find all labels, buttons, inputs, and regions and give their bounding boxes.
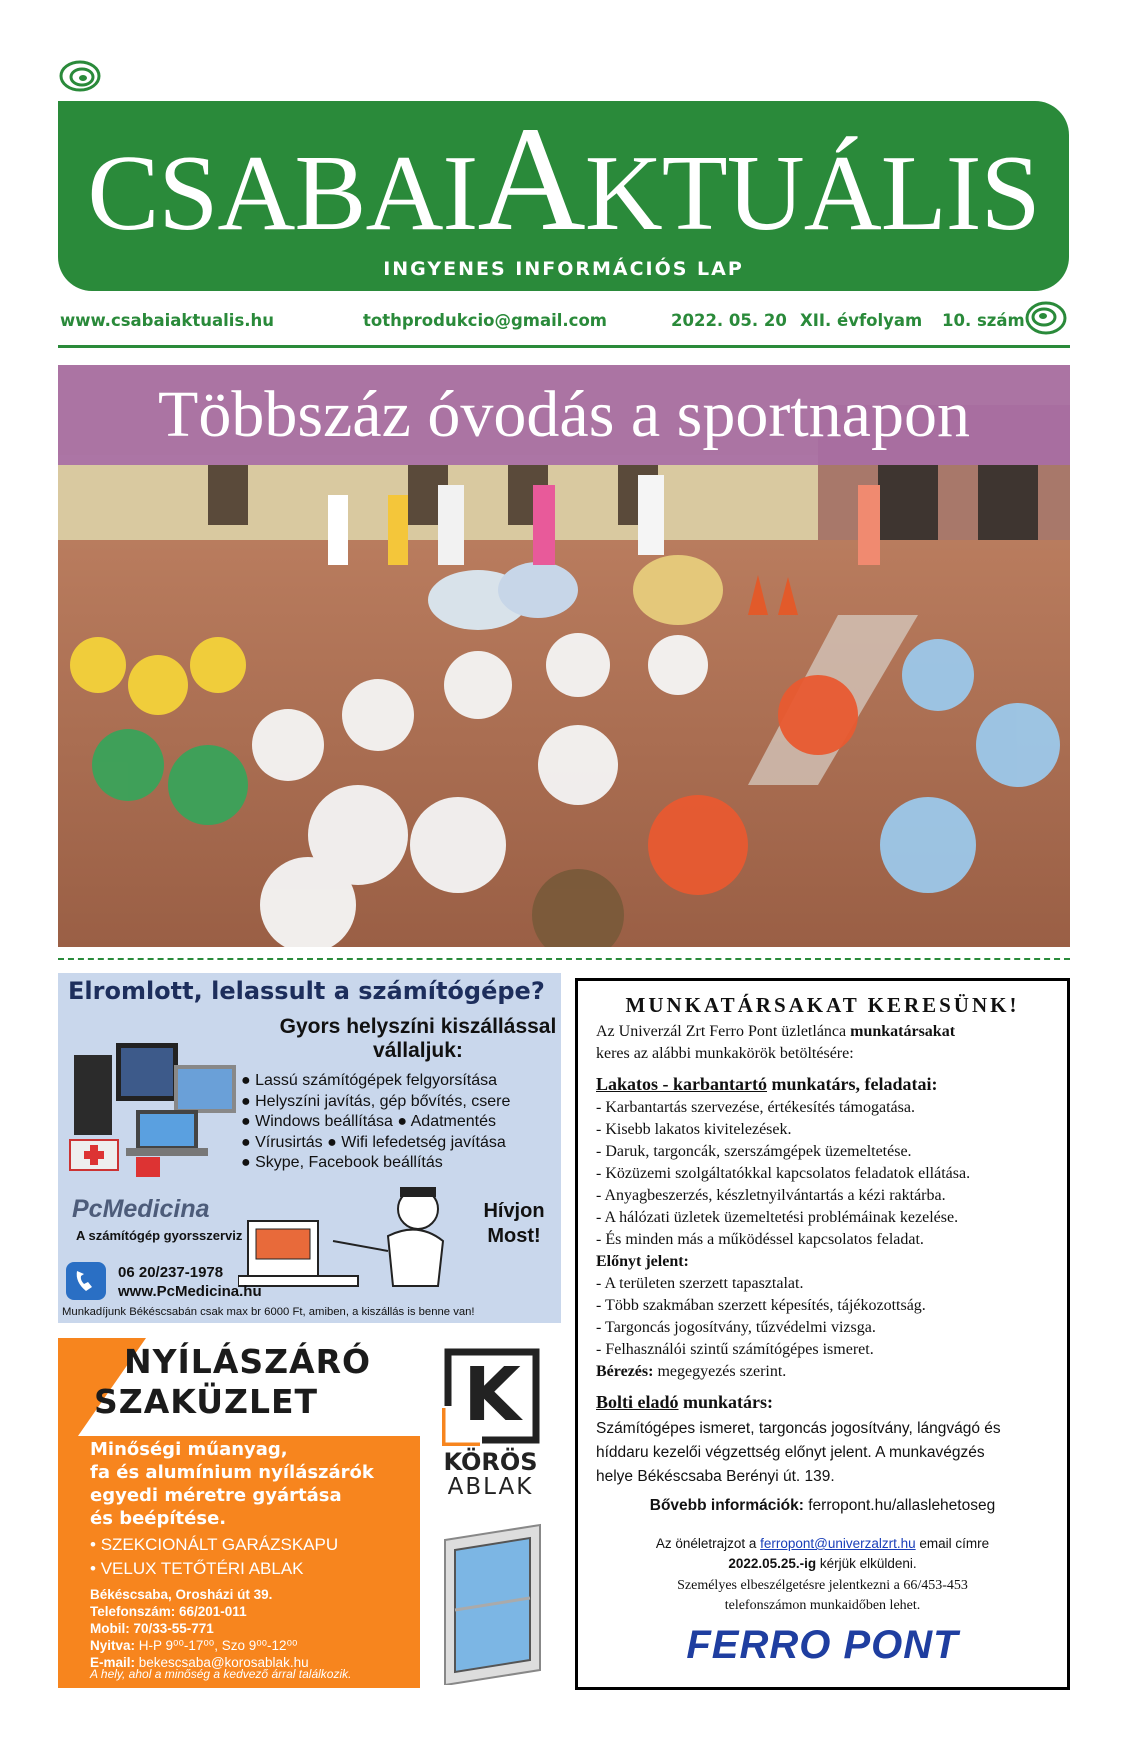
technician-illustration bbox=[238, 1181, 468, 1291]
ablak-contact: Békéscsaba, Orosházi út 39. Telefonszám: 66/201-011 Mobil: 70/33-55-771 Nyitva: H-P 9⁰⁰-17⁰⁰, Szo 9⁰⁰-12⁰⁰ E-mail: bekescsaba@korosablak.hu bbox=[90, 1587, 309, 1670]
jobs-duty-item: - A hálózati üzletek üzemeltetési problémáinak kezelése. bbox=[596, 1209, 959, 1226]
jobs-section1-list bbox=[596, 1097, 970, 1383]
ablak-phone[interactable]: Telefonszám: 66/201-011 bbox=[90, 1604, 247, 1619]
swirl-logo-top bbox=[58, 56, 102, 96]
pcad-service-item: ● Vírusirtás ● Wifi lefedetség javítása bbox=[241, 1133, 510, 1154]
pcad-service-item: ● Helyszíni javítás, gép bővítés, csere bbox=[241, 1092, 510, 1113]
pcad-web[interactable]: www.PcMedicina.hu bbox=[118, 1283, 262, 1300]
ablak-logo-word1: KÖRÖS bbox=[443, 1448, 538, 1476]
jobs-advantage-item: - A területen szerzett tapasztalat. bbox=[596, 1275, 804, 1292]
jobs-interview-info: Személyes elbeszélgetésre jelentkezni a 66/453-453 telefonszámon munkaidőben lehet. bbox=[677, 1578, 968, 1613]
pcad-phone[interactable]: 06 20/237-1978 bbox=[118, 1264, 224, 1281]
pcad-service-item: ● Lassú számítógépek felgyorsítása bbox=[241, 1071, 510, 1092]
ablak-bullets: • SZEKCIONÁLT GARÁZSKAPU • VELUX TETŐTÉRI ABLAK bbox=[90, 1535, 339, 1578]
hero-photo bbox=[58, 365, 1070, 947]
jobs-cv-instructions: Az önéletrajzot a ferropont@univerzalzrt.hu email címre 2022.05.25.-ig kérjük elküldeni. bbox=[655, 1536, 990, 1571]
hero-headline-band bbox=[58, 365, 1070, 465]
jobs-duty-item: - Karbantartás szervezése, értékesítés támogatása. bbox=[596, 1099, 915, 1116]
jobs-advantage-title: Előnyt jelent: bbox=[596, 1253, 689, 1270]
computer-illustration bbox=[66, 1035, 238, 1185]
jobs-intro: Az Univerzál Zrt Ferro Pont üzletlánca munkatársakat keres az alábbi munkakörök betöltésére: bbox=[596, 1023, 956, 1062]
pcad-service-list bbox=[241, 1071, 510, 1174]
jobs-advantage-item: - Targoncás jogosítvány, tűzvédelmi vizsga. bbox=[596, 1319, 876, 1336]
jobs-advantage-item: - Felhasználói szintű számítógépes ismeret. bbox=[596, 1341, 874, 1358]
window-frame-illustration bbox=[430, 1520, 555, 1685]
jobs-more-info: Bővebb információk: ferropont.hu/allaslehetoseg bbox=[649, 1497, 996, 1514]
jobs-section1-title: Lakatos - karbantartó munkatárs, feladatai: bbox=[596, 1074, 938, 1094]
issue-volume: XII. évfolyam bbox=[800, 311, 923, 330]
swirl-logo-right bbox=[1024, 298, 1068, 338]
koros-ablak-logo: K bbox=[442, 1346, 542, 1446]
job-listing-box bbox=[575, 978, 1070, 1690]
ablak-hours: H-P 9⁰⁰-17⁰⁰, Szo 9⁰⁰-12⁰⁰ bbox=[138, 1638, 298, 1653]
issue-date: 2022. 05. 20 bbox=[671, 311, 787, 330]
pcad-subtitle: Gyors helyszíni kiszállással vállaljuk: bbox=[279, 1015, 557, 1062]
jobs-duty-item: - És minden más a működéssel kapcsolatos feladat. bbox=[596, 1231, 924, 1248]
jobs-salary: Bérezés: megegyezés szerint. bbox=[596, 1363, 787, 1380]
jobs-section2-title: Bolti eladó munkatárs: bbox=[596, 1392, 774, 1412]
jobs-cv-email[interactable]: ferropont@univerzalzrt.hu bbox=[760, 1536, 916, 1551]
pcad-service-item: ● Skype, Facebook beállítás bbox=[241, 1153, 510, 1174]
issue-number: 10. szám bbox=[942, 311, 1025, 330]
issue-info-bar bbox=[58, 311, 1068, 337]
masthead-banner bbox=[58, 96, 1069, 291]
pcmedicina-ad[interactable] bbox=[58, 973, 561, 1323]
ablak-email[interactable]: bekescsaba@korosablak.hu bbox=[138, 1655, 309, 1670]
jobs-duty-item: - Anyagbeszerzés, készletnyilvántartás a kézi raktárba. bbox=[596, 1187, 946, 1204]
email-link[interactable]: tothprodukcio@gmail.com bbox=[363, 311, 607, 330]
jobs-duty-item: - Közüzemi szolgáltatókkal kapcsolatos feladatok ellátása. bbox=[596, 1165, 971, 1182]
ablak-address: Békéscsaba, Orosházi út 39. bbox=[90, 1587, 273, 1602]
jobs-heading: MUNKATÁRSAKAT KERESÜNK! bbox=[625, 993, 1020, 1017]
pcad-contact[interactable] bbox=[118, 1263, 262, 1301]
jobs-duty-item: - Kisebb lakatos kivitelezések. bbox=[596, 1121, 792, 1138]
ablak-logo-word2: ABLAK bbox=[447, 1474, 534, 1500]
pcad-service-item: ● Windows beállítása ● Adatmentés bbox=[241, 1112, 510, 1133]
masthead-subtitle: INGYENES INFORMÁCIÓS LAP bbox=[383, 258, 744, 280]
pcad-title: Elromlott, lelassult a számítógépe? bbox=[68, 977, 545, 1005]
pcad-call-to-action: Hívjon Most! bbox=[483, 1200, 545, 1247]
ablak-description: Minőségi műanyag, fa és alumínium nyílászárók egyedi méretre gyártása és beépítése. bbox=[90, 1439, 374, 1529]
section-divider bbox=[58, 958, 1070, 960]
pcad-brand-sub: A számítógép gyorsszerviz bbox=[76, 1228, 243, 1243]
pcad-brand: PcMedicina bbox=[72, 1195, 210, 1223]
website-link[interactable]: www.csabaiaktualis.hu bbox=[60, 311, 275, 330]
ablak-mobile[interactable]: Mobil: 70/33-55-771 bbox=[90, 1621, 214, 1636]
ferro-pont-logo: FERRO PONT bbox=[686, 1623, 959, 1667]
pcad-footer: Munkadíjunk Békéscsabán csak max br 6000 Ft, amiben, a kiszállás is benne van! bbox=[62, 1306, 475, 1318]
jobs-duty-item: - Daruk, targoncák, szerszámgépek üzemeltetése. bbox=[596, 1143, 912, 1160]
jobs-more-link[interactable]: ferropont.hu/allaslehetoseg bbox=[803, 1497, 996, 1514]
jobs-section2-text: Számítógépes ismeret, targoncás jogosítvány, lángvágó és híddaru kezelői végzettség előnyt jelent. A munkavégzés helye Békéscsaba Berényi út. 139. bbox=[596, 1420, 1001, 1485]
koros-ablak-ad[interactable] bbox=[58, 1338, 561, 1688]
ablak-slogan: A hely, ahol a minőség a kedvező árral találkozik. bbox=[90, 1667, 352, 1681]
jobs-advantage-item: - Több szakmában szerzett képesítés, tájékozottság. bbox=[596, 1297, 926, 1314]
phone-icon bbox=[66, 1262, 106, 1300]
hero-headline: Többszáz óvodás a sportnapon bbox=[158, 378, 970, 451]
ablak-title: NYÍLÁSZÁRÓ SZAKÜZLET bbox=[94, 1342, 372, 1421]
header-divider bbox=[58, 345, 1070, 348]
masthead-title: CSABAIAKTUÁLIS bbox=[87, 96, 1040, 262]
ablak-logo-panel bbox=[420, 1338, 561, 1688]
